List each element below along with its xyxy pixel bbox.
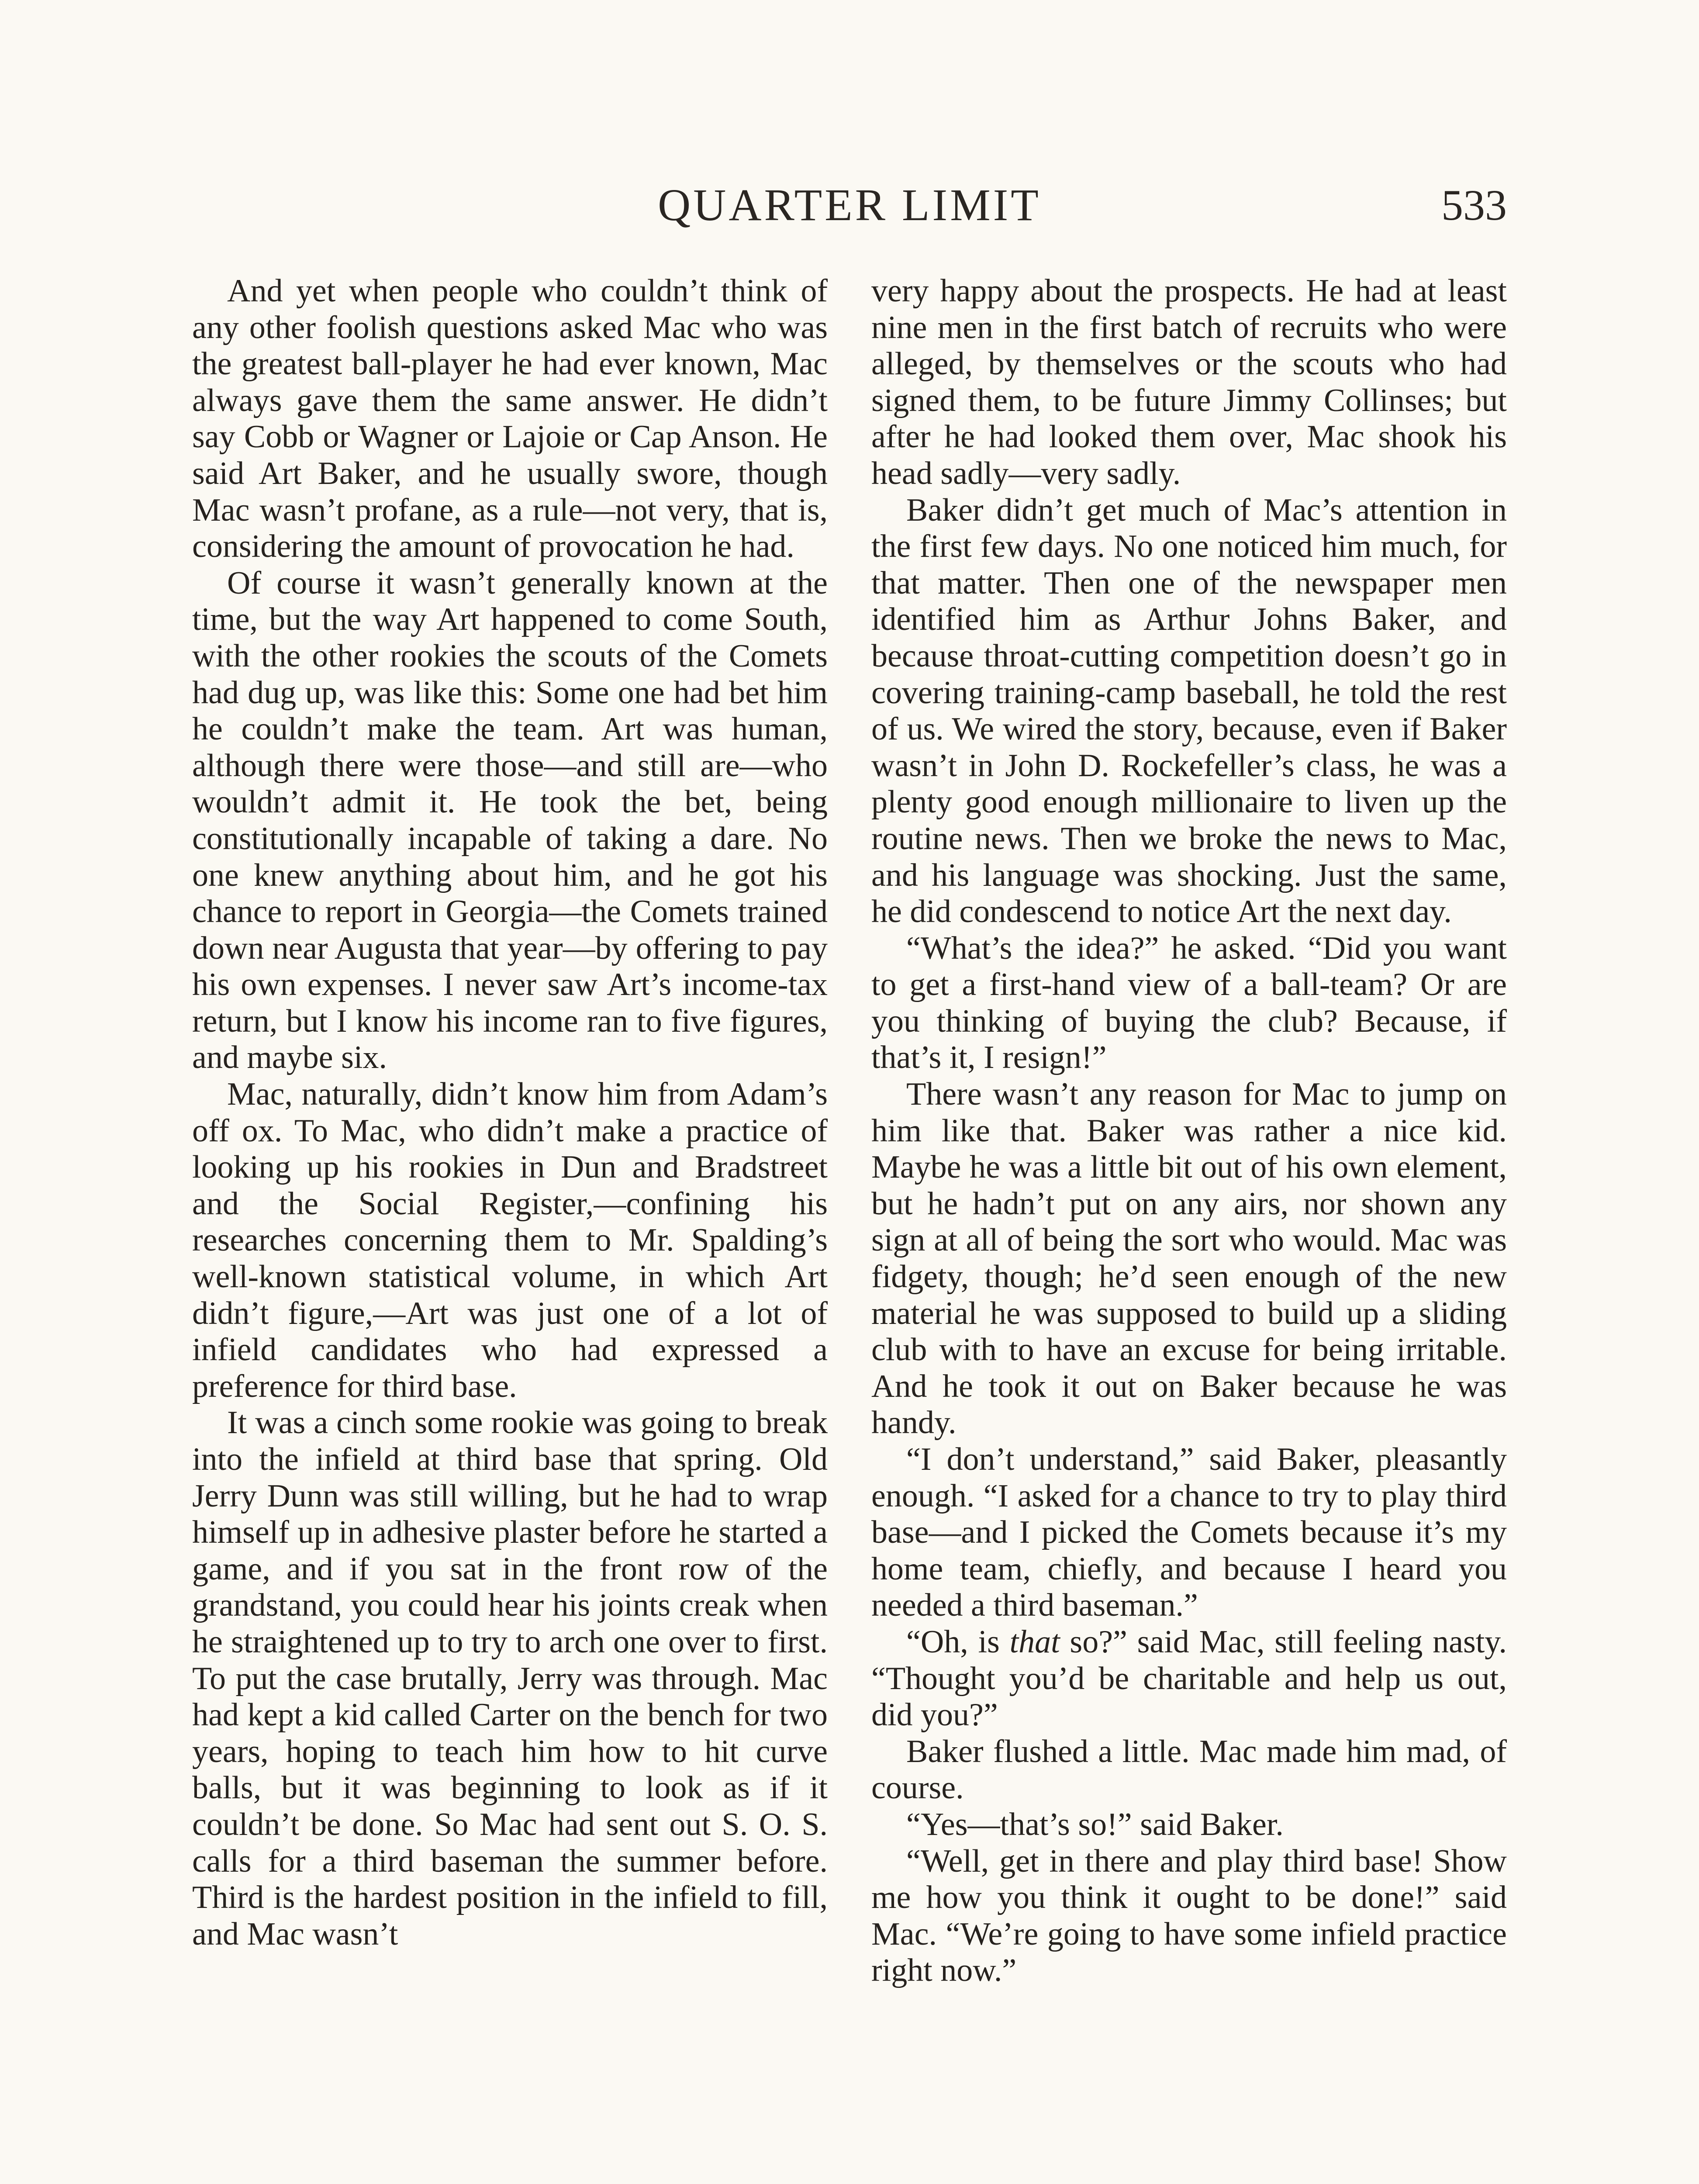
text-run: so?” said Mac, still feeling nasty. “Thought you’d be charitable and help us out, did you?” (871, 1624, 1507, 1733)
page-header (192, 177, 1507, 234)
paragraph: There wasn’t any reason for Mac to jump on him like that. Baker was rather a nice kid. Maybe he was a little bit out of his own element, but he hadn’t put on any airs, nor shown any sign at all of being the sort who would. Mac was fidgety, though; he’d seen enough of the new material he was supposed to build up a sliding club with to have an excuse for being irritable. And he took it out on Baker because he was handy. (871, 1076, 1507, 1441)
paragraph (871, 1624, 1507, 1734)
left-column (192, 273, 828, 1952)
paragraph: And yet when people who couldn’t think of any other foolish questions asked Mac who was the greatest ball-player he had ever known, Mac always gave them the same answer. He didn’t say Cobb or Wagner or Lajoie or Cap Anson. He said Art Baker, and he usually swore, though Mac wasn’t profane, as a rule—not very, that is, considering the amount of provocation he had. (192, 273, 828, 565)
paragraph: “What’s the idea?” he asked. “Did you want to get a first-hand view of a ball-team? Or are you thinking of buying the club? Because, if that’s it, I resign!” (871, 930, 1507, 1076)
right-column (871, 273, 1507, 1989)
paragraph: “I don’t understand,” said Baker, pleasantly enough. “I asked for a chance to try to play third base—and I picked the Comets because it’s my home team, chiefly, and because I heard you needed a third baseman.” (871, 1441, 1507, 1624)
paragraph: Mac, naturally, didn’t know him from Adam’s off ox. To Mac, who didn’t make a practice of looking up his rookies in Dun and Bradstreet and the Social Register,—confining his researches concerning them to Mr. Spalding’s well-known statistical volume, in which Art didn’t figure,—Art was just one of a lot of infield candidates who had expressed a preference for third base. (192, 1076, 828, 1404)
paragraph: Baker didn’t get much of Mac’s attention in the first few days. No one noticed him much, for that matter. Then one of the newspaper men identified him as Arthur Johns Baker, and because throat-cutting competition doesn’t go in covering training-camp baseball, he told the rest of us. We wired the story, because, even if Baker wasn’t in John D. Rockefeller’s class, he was a plenty good enough millionaire to liven up the routine news. Then we broke the news to Mac, and his language was shocking. Just the same, he did condescend to notice Art the next day. (871, 492, 1507, 930)
paragraph: Of course it wasn’t generally known at the time, but the way Art happened to come South, with the other rookies the scouts of the Comets had dug up, was like this: Some one had bet him he couldn’t make the team. Art was human, although there were those—and still are—who wouldn’t admit it. He took the bet, being constitutionally incapable of taking a dare. No one knew anything about him, and he got his chance to report in Georgia—the Comets trained down near Augusta that year—by offering to pay his own expenses. I never saw Art’s income-tax return, but I know his income ran to five figures, and maybe six. (192, 565, 828, 1076)
paragraph: “Well, get in there and play third base! Show me how you think it ought to be done!” said Mac. “We’re going to have some infield practice right now.” (871, 1843, 1507, 1989)
text-run: “Oh, is (906, 1624, 1010, 1660)
paragraph: “Yes—that’s so!” said Baker. (906, 1806, 1284, 1842)
paragraph: Baker flushed a little. Mac made him mad, of course. (871, 1733, 1507, 1806)
running-title: QUARTER LIMIT (658, 180, 1041, 230)
paragraph: It was a cinch some rookie was going to break into the infield at third base that spring. Old Jerry Dunn was still willing, but he had to wrap himself up in adhesive plaster before he started a game, and if you sat in the front row of the grandstand, you could hear his joints creak when he straightened up to try to arch one over to first. To put the case brutally, Jerry was through. Mac had kept a kid called Carter on the bench for two years, hoping to teach him how to hit curve balls, but it was beginning to look as if it couldn’t be done. So Mac had sent out S. O. S. calls for a third baseman the summer before. Third is the hardest position in the infield to fill, and Mac wasn’t (192, 1405, 828, 1952)
emphasis: that (1009, 1624, 1060, 1660)
paragraph-continuation: very happy about the prospects. He had at least nine men in the first batch of recruits who were alleged, by themselves or the scouts who had signed them, to be future Jimmy Collinses; but after he had looked them over, Mac shook his head sadly—very sadly. (871, 273, 1507, 491)
page-number: 533 (1441, 181, 1507, 229)
